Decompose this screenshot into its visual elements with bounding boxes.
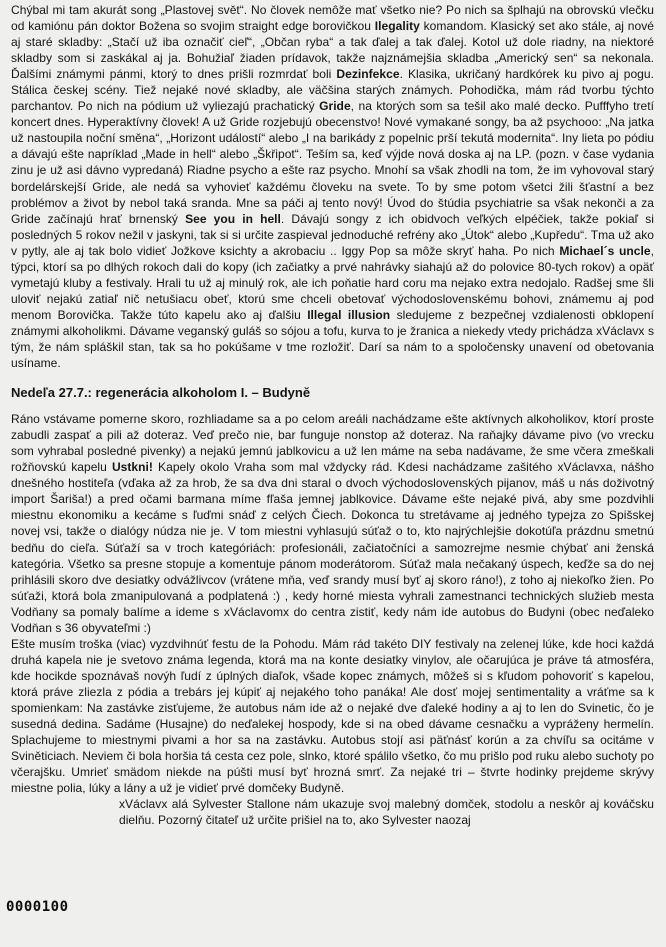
band-name: Dezinfekce	[336, 67, 400, 82]
band-name: Ustkni!	[111, 460, 153, 475]
paragraph-continued: xVáclavx alá Sylvester Stallone nám ukazuje svoj malebný domček, stodolu a neskôr aj kováčsku dielňu. Pozorný čitateľ už určite prišiel na to, ako Sylvester naozaj	[119, 797, 654, 828]
band-name: Gride	[319, 99, 351, 114]
band-name: Illegal illusion	[307, 307, 391, 322]
article-body	[11, 2, 654, 828]
page-number: 0000100	[6, 899, 69, 915]
band-name: Michael´s uncle	[559, 243, 651, 258]
paragraph-festival-bands: Chýbal mi tam akurát song „Plastovej svět“. No človek nemôže mať všetko nie? Po nich sa šplhajú na obrovskú vlečku od kamiónu pán doktor Božena so svojim straight edge borovičkou Ilegality komandom. Klasický set ako stále, aj nové aj staré skladby: „Stačí už iba označiť cieľ“, „Občan ryba“ a tak ďalej a tak ďalej. Kotol už dole riadny, na niektoré skladby som si zaskákal aj ja. Bohužiaľ žiaden prídavok, takže najznámejšia skladba „Americký sen“ sa nekonala. Ďalšími známymi pánmi, ktorý to dnes prišli rozmrdať boli Dezinfekce. Klasika, ukričaný hardkórek ku pivo aj pogu. Stálica českej scény. Tiež nejaké nové skladby, ale väčšina starých známych. Pohodička, mám rád tvorbu týchto parchantov. Po nich na pódium už vyliezajú prachatický Gride, na ktorých som sa tešil ako malé decko. Pufffyho tretí koncert dnes. Hyperaktívny človek! A už Gride rozjebujú obecenstvo! Nové vymakané songy, ba až psychooo: „Na jatka už nastoupila noční směna“, „Horizont událostí“ alebo „I na barikády z popelnic prší tekutá modernita“. Iny lieta po pódiu a dávajú ešte napríklad „Made in hell“ alebo „Škřipot“. Teším sa, keď výjde nová doska aj na LP. (pozn. v čase vydania zinu je už asi dávno vypredaná) Riadne psycho a ešte raz psycho. Mnohí sa však zhodli na tom, že im vyhovoval starý bordelárskejší Gride, ale nedá sa vyhovieť každému človeku na svete. To by sme potom všetci žili šťastní a bez problémov a život by nebol taká sranda. Mne sa páči aj tento nový! Úvod do štúdia psychiatrie sa však nekonči a za Gride začínajú hrať brnenský See you in hell. Dávajú songy z ich obidvoch veľkých elpéčiek, takže pokiaľ si posledných 5 rokov nežil v jaskyni, tak si si určite zaspieval jednoduché refrény ako „Útok“ alebo „Kupředu“. Tma už ako v pytly, ale aj tak bolo vidieť Jožkove ksichty a akrobaciu .. Iggy Pop sa môže skryť haha. Po nich Michael´s uncle, týpci, ktorí sa po dlhých rokoch dali do kopy (ich začiatky a prvé nahrávky siahajú až do polovice 80-tych rokov) a opäť vymetajú kluby a festivaly. Hrali tu už aj minulý rok, ale ich poňatie hard coru ma nejako extra nedojalo. Radšej sme šli uloviť nejakú zatiaľ nič netušiacu obeť, ktorú sme chceli obetovať východoslovenskému bohovi, známemu aj pod menom Borovička. Takže túto kapelu ako aj ďalšiu Illegal illusion sledujeme z bezpečnej vzdialenosti obklopení známymi alkoholikmi. Dávame veganský guláš so sójou a tofu, kurva to je žranica a niekedy vtedy prichádza xVáclavx s tým, že nám spláškil stan, tak sa ho pokúšame v tme rozložiť. Darí sa nám to a spoločensky unavení od obetovania usíname.	[11, 3, 655, 371]
band-name: Ilegality	[374, 19, 420, 34]
paragraph-diy-festival: Ešte musím troška (viac) vyzdvihnúť festu de la Pohodu. Mám rád takéto DIY festivaly na zelenej lúke, kde hoci každá druhá kapela nie je svetovo známa legenda, ktorá ma na konte desiatky vinylov, ale očarujúca je práve tá atmosféra, kde hocikde spoznávaš novýh ľudí z úplných diaľok, všade kopec známych, môžeš si s kľudom pohovoriť s kapelou, ktorá práve zliezla z pódia a trebárs jej kúpiť aj nejakého toho panáka! Ale dosť mojej sentimentality a vráťme sa k spomienkam: Na zastávke zisťujeme, že autobus nám ide až o nejaké dve ďaleké hodiny a aj to len do Svinetic, čo je susedná dedina. Sadáme (Husajne) do neďalekej hospody, kde si na obed dávame cesnačku a vypráženy hermelín. Splachujeme to miestnymi pivami a hor sa na zastávku. Autobus stojí asi päťnásť korún a za chvíľu sa ocitáme v Sviněticiach. Neviem či bola horšia tá cesta cez pole, slnko, ktoré spálilo všetko, čo mu prišlo pod ruku alebo suchoty po včerajšku. Umrieť smädom niekde na púšti musí byť hrozná smrť. Za nejaké tri – štvrte hodinky prejdeme skrývy miestne polia, lúky a lány a už je vidieť prvé domčeky Budyně.	[11, 636, 654, 796]
paragraph-sunday-morning: Ráno vstávame pomerne skoro, rozhliadame sa a po celom areáli nachádzame ešte aktívnych alkoholikov, ktorí proste zabudli zaspať a pili až doteraz. Veď prečo nie, bar funguje nonstop až doteraz. Na raňajky dávame pivo (vo vrecku som vyhrabal posledné pivenky) a nejakú jemnú jablkovicu a už len máme na seba nadávame, že sme včera zmeškali rožňovskú kapelu Ustkni! Kapely okolo Vraha som mal vždycky rád. Kdesi nachádzame zašitého xVáclavxa, nášho dnešného hostiteľa (vďaka až za hrob, že sa dva dni staral o dvoch východoslovenských pijanov, máš u nás doživotný import Šariša!) a pred očami barmana míme fľaša jemnej jablkovice. Dávame ešte nejaké pivá, aby sme pozdvihli miestnu ekonomiku a kecáme s ľuďmi snáď z celých Čiech. Dokonca tu stretávame aj jedného typejza zo Spišskej novej vsi, takže o dialógy núdza nie je. V tom miestni vyhlasujú súťaž o to, kto najrýchlejšie dokotúľa prázdnu smetnú bedňu do cieľa. Súťaží sa v troch kategóriách: profesionáli, začiatočníci a samozrejme nesmie chýbať ani ženská kategória. Všetko sa presne stopuje a komentuje pánom moderátorom. Súťaž mala nečakaný úspech, keďže sa do nej prihlásili skoro dve desiatky odvážlivcov (vrátene mňa, veď srandy musí byť aj skoro ráno!), z toho aj niekoľko žien. Po súťaži, ktorá bola zmanipulovaná a podplatená :) , kedy horné miesta vyhrali zamestnanci technických služieb mesta Vodňany sa pomaly balíme a ideme s xVáclavomx do centra zistiť, kedy nám ide autobus do Budyni (obec neďaleko Vodňan s 36 obyvateľmi :)	[11, 412, 654, 635]
band-name: See you in hell	[185, 211, 281, 226]
section-heading: Nedeľa 27.7.: regenerácia alkoholom I. – Budyně	[11, 385, 311, 401]
